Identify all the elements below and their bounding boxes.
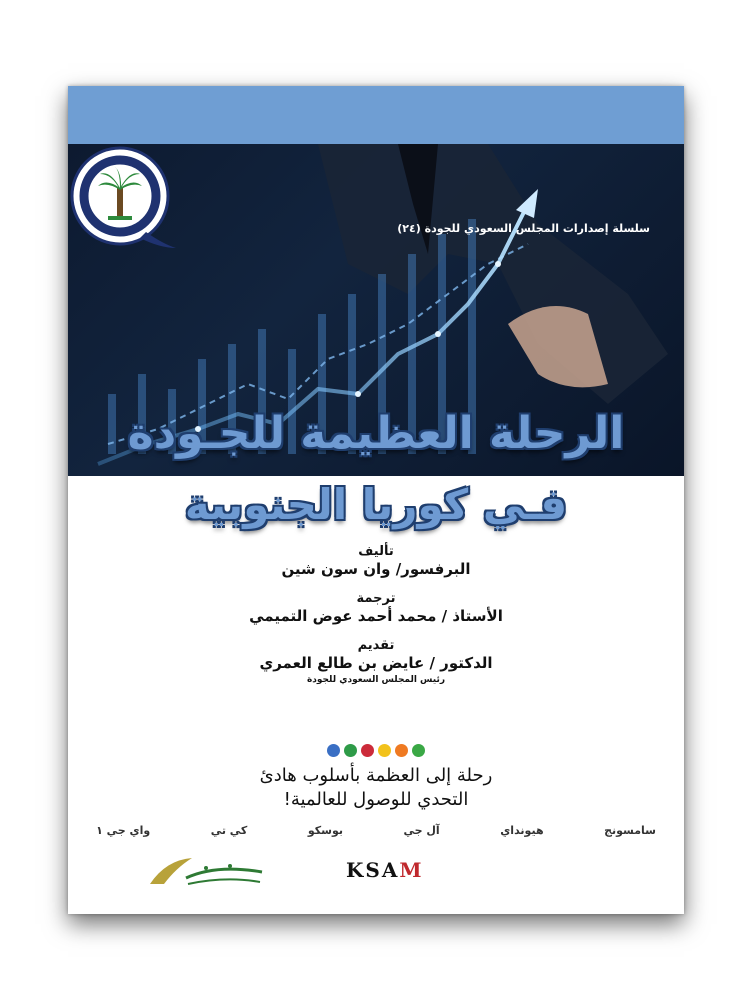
color-dot [412,744,425,757]
slogan [68,764,684,812]
company-name: واي جي ١ [96,824,151,837]
credits-block [68,544,684,685]
color-dot [395,744,408,757]
ksam-right: M [399,858,424,882]
company-name: سامسونج [604,824,656,837]
color-dot [327,744,340,757]
intro-subtitle: رئيس المجلس السعودي للجودة [306,675,446,685]
color-dots [68,742,684,761]
ksam-logo [346,858,423,882]
color-dot [378,744,391,757]
color-dot [361,744,374,757]
color-dot [344,744,357,757]
intro-role: تقديم [357,638,395,653]
company-name: آل جي [403,824,440,837]
slogan-line-2: التحدي للوصول للعالمية! [283,789,469,810]
company-name: كي تي [210,824,248,837]
saudi-quality-council-logo [68,144,178,254]
intro-name: الدكتور / عايض بن طالع العمري [259,654,493,672]
series-line: سلسلة إصدارات المجلس السعودي للجودة (٢٤) [397,222,650,235]
slogan-line-1: رحلة إلى العظمة بأسلوب هادئ [259,765,493,786]
author-name: البرفسور/ وان سون شين [281,560,471,578]
company-name: بوسكو [307,824,343,837]
translator-name: الأستاذ / محمد أحمد عوض التميمي [249,607,503,625]
title-line-2: فـي كوريا الجنوبية [184,480,568,529]
company-name: هيونداي [500,824,544,837]
company-list [96,824,656,837]
title-line-1: الرحلة العظيمة للجـودة [127,408,625,459]
publisher-logo [146,854,266,888]
author-role: تأليف [358,544,394,559]
translator-role: ترجمة [356,591,396,606]
ksam-left: KSA [346,858,400,882]
book-cover [68,86,684,914]
top-color-band [68,86,684,144]
